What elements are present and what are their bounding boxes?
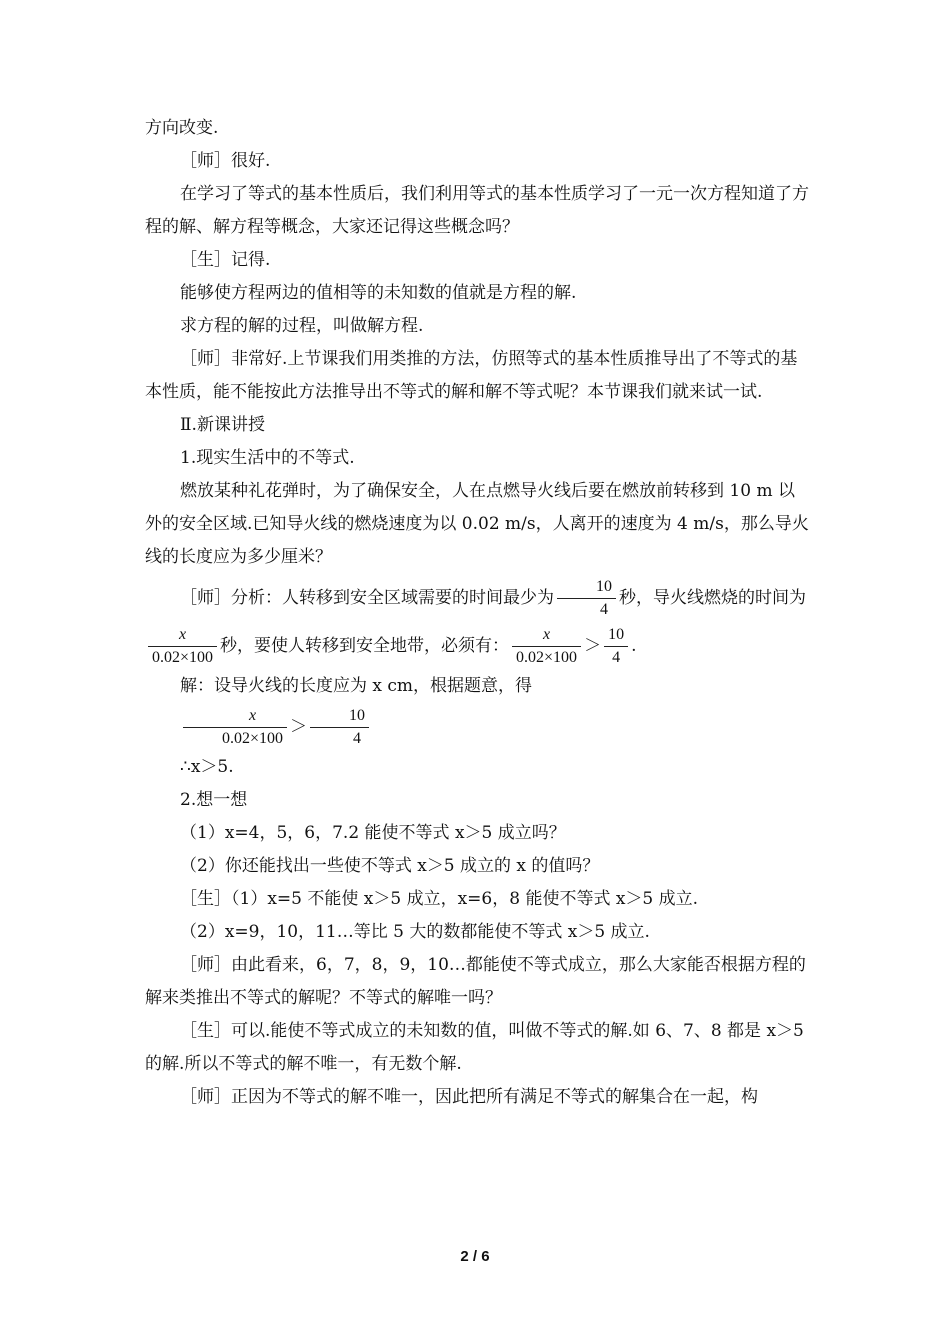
paragraph: ［生］（1）x=5 不能使 x＞5 成立，x=6，8 能使不等式 x＞5 成立. — [180, 889, 699, 909]
section-heading: Ⅱ.新课讲授 — [180, 415, 265, 435]
paragraph: ［师］很好. — [180, 151, 271, 171]
fraction-time — [604, 627, 628, 666]
analysis-paragraph — [145, 574, 809, 622]
fraction-denominator: 0.02×100 — [148, 646, 217, 666]
paragraph: ∴x＞5. — [180, 757, 234, 777]
fraction-burn-time — [512, 627, 581, 666]
paragraph: ［师］非常好.上节课我们用类推的方法，仿照等式的基本性质推导出了不等式的基本性质，能不能按此方法推导出不等式的解和解不等式呢？本节课我们就来试一试. — [145, 349, 798, 402]
paragraph: 方向改变. — [145, 118, 219, 138]
paragraph: 能够使方程两边的值相等的未知数的值就是方程的解. — [180, 283, 577, 303]
paragraph: （2）x=9，10，11…等比 5 大的数都能使不等式 x＞5 成立. — [180, 922, 650, 942]
paragraph: ［生］记得. — [180, 250, 271, 270]
fraction-burn-time — [148, 627, 217, 666]
paragraph: ［生］可以.能使不等式成立的未知数的值，叫做不等式的解.如 6、7、8 都是 x＞5 的解.所以不等式的解不唯一，有无数个解. — [145, 1021, 804, 1074]
fraction-denominator: 4 — [604, 646, 628, 666]
paragraph: 在学习了等式的基本性质后，我们利用等式的基本性质学习了一元一次方程知道了方程的解、解方程等概念，大家还记得这些概念吗？ — [145, 184, 809, 237]
analysis-paragraph-cont — [145, 622, 809, 670]
fraction-numerator: 10 — [349, 707, 366, 724]
paragraph: ［师］由此看来，6，7，8，9，10…都能使不等式成立，那么大家能否根据方程的解来类推出不等式的解呢？不等式的解唯一吗？ — [145, 955, 806, 1008]
document-body — [145, 112, 809, 1114]
paragraph: （2）你还能找出一些使不等式 x＞5 成立的 x 的值吗？ — [180, 856, 600, 876]
paragraph: （1）x=4，5，6，7.2 能使不等式 x＞5 成立吗？ — [180, 823, 566, 843]
fraction-numerator: x — [542, 626, 551, 643]
paragraph: 燃放某种礼花弹时，为了确保安全，人在点燃导火线后要在燃放前转移到 10 m 以外的安全区域.已知导火线的燃烧速度为以 0.02 m/s，人离开的速度为 4 m/s，那么导火线的长度应为多少厘米？ — [145, 481, 809, 567]
fraction-numerator: 10 — [608, 626, 625, 643]
subsection-heading: 2.想一想 — [180, 790, 248, 810]
fraction-denominator: 4 — [310, 727, 369, 747]
greater-than: ＞ — [290, 717, 308, 737]
analysis-text-1: ［师］分析：人转移到安全区域需要的时间最少为 — [180, 588, 554, 608]
analysis-text-2: 秒，导火线燃烧的时间为 — [619, 588, 806, 608]
analysis-text-3: 秒，要使人转移到安全地带，必须有： — [220, 636, 510, 656]
period: . — [631, 636, 637, 656]
fraction-numerator: x — [178, 626, 187, 643]
fraction-denominator: 4 — [557, 598, 616, 618]
fraction-time — [310, 708, 369, 747]
subsection-heading: 1.现实生活中的不等式. — [180, 448, 355, 468]
fraction-numerator: 10 — [596, 578, 612, 595]
fraction-numerator: x — [248, 707, 257, 724]
fraction-denominator: 0.02×100 — [512, 646, 581, 666]
fraction-burn-time — [183, 708, 287, 747]
paragraph: 解：设导火线的长度应为 x cm，根据题意，得 — [180, 676, 533, 696]
fraction-time — [557, 579, 616, 618]
greater-than: ＞ — [584, 636, 602, 656]
fraction-denominator: 0.02×100 — [183, 727, 287, 747]
inequality-line — [145, 703, 809, 751]
paragraph: ［师］正因为不等式的解不唯一，因此把所有满足不等式的解集合在一起，构 — [180, 1087, 758, 1107]
paragraph: 求方程的解的过程，叫做解方程. — [180, 316, 424, 336]
page-number: 2 / 6 — [460, 1248, 490, 1265]
